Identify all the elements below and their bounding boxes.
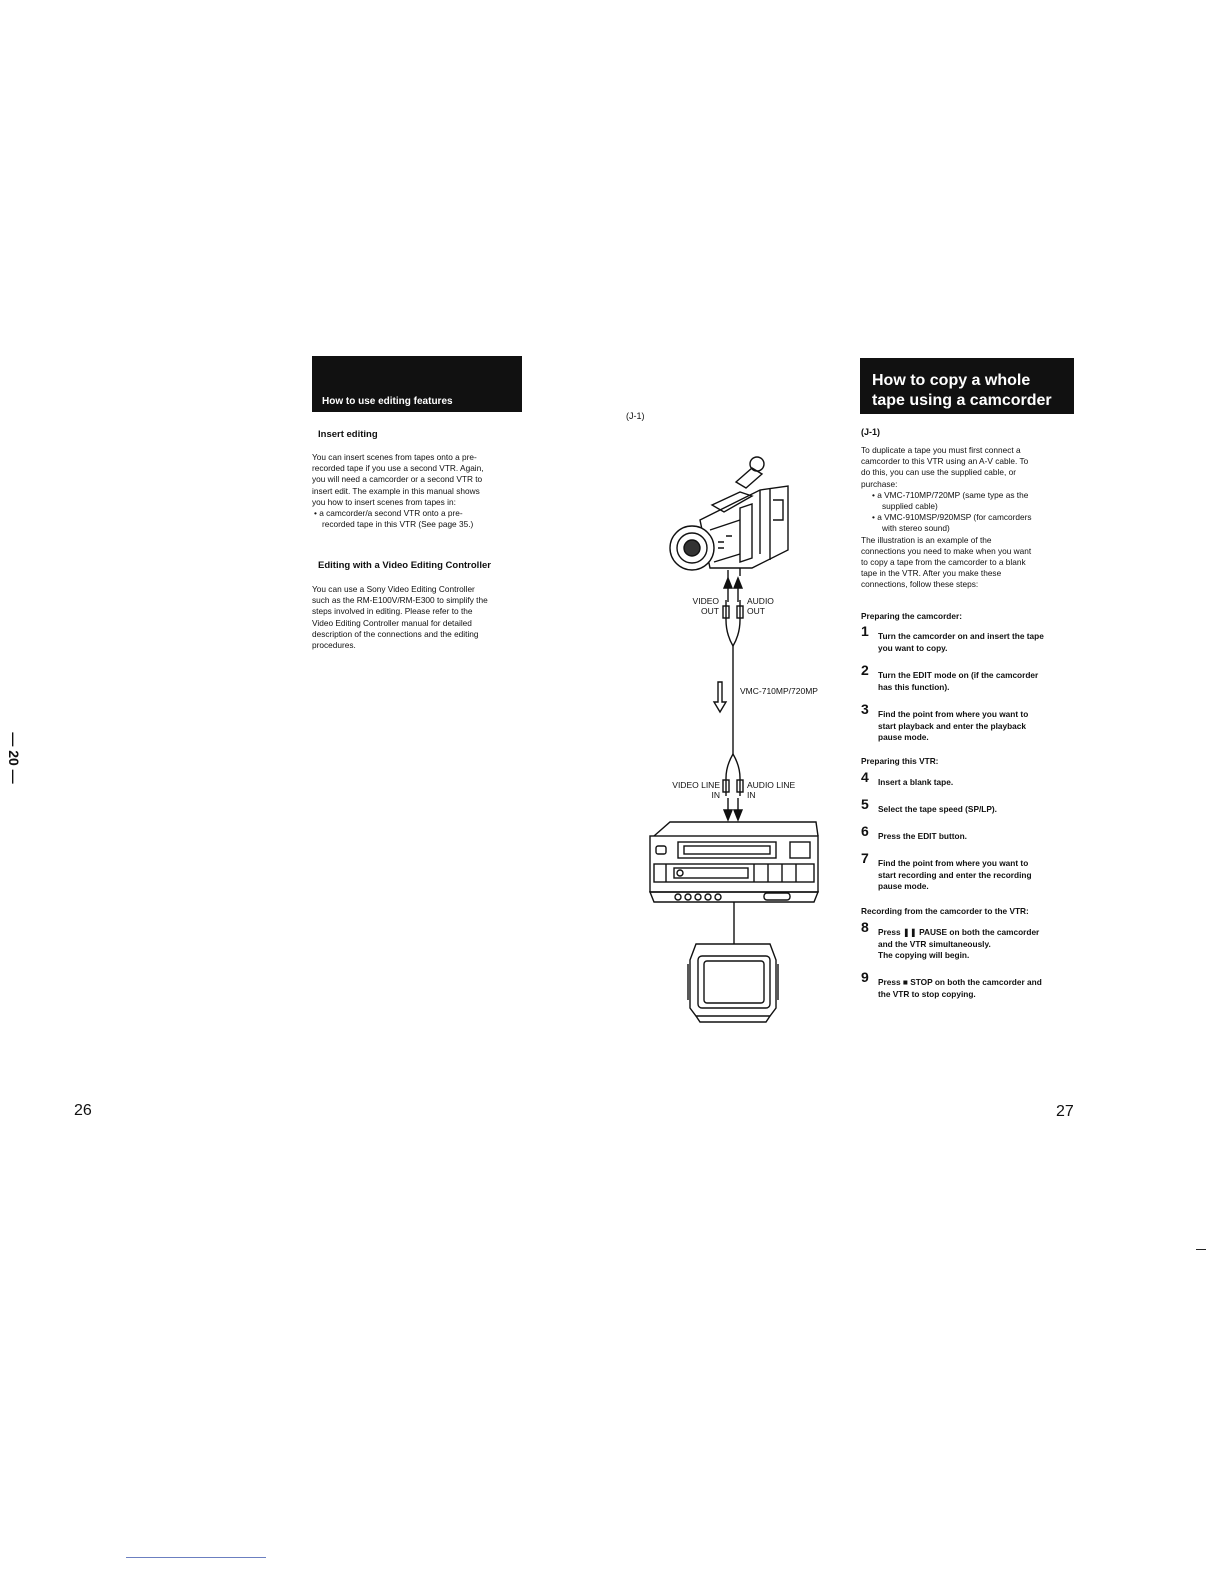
text-line: you will need a camcorder or a second VTR to — [312, 474, 483, 485]
step-text — [878, 709, 1028, 744]
text-line: recorded tape if you use a second VTR. Again, — [312, 463, 484, 474]
header-line: tape using a camcorder — [872, 392, 1052, 409]
audio-out-label — [747, 596, 774, 616]
section-header-left-text: How to use editing features — [322, 396, 453, 407]
section-recording: Recording from the camcorder to the VTR: — [861, 906, 1029, 916]
video-out-label — [692, 596, 719, 616]
controller-body — [312, 584, 522, 651]
step-3 — [861, 701, 1073, 745]
step-number: 3 — [861, 701, 869, 717]
section-header-left — [312, 356, 522, 412]
video-in-label — [664, 780, 720, 800]
margin-page-number — [0, 720, 26, 800]
tv-illustration — [688, 944, 778, 1022]
step-line: has this function). — [878, 681, 950, 692]
connection-diagram — [640, 450, 840, 1025]
text-line: connections, follow these steps: — [861, 579, 979, 590]
text-line: camcorder to this VTR using an A-V cable. To — [861, 456, 1029, 467]
text-line: do this, you can use the supplied cable, or — [861, 467, 1016, 478]
insert-editing-body — [312, 452, 522, 530]
step-line: Insert a blank tape. — [878, 777, 954, 787]
page-number-right: 27 — [1056, 1103, 1074, 1120]
text-line: insert edit. The example in this manual shows — [312, 485, 480, 496]
section-preparing-vtr: Preparing this VTR: — [861, 756, 939, 766]
step-number: 2 — [861, 662, 869, 678]
step-line: you want to copy. — [878, 642, 948, 653]
step-text — [878, 631, 1044, 654]
text-line: You can use a Sony Video Editing Controller — [312, 584, 475, 594]
bullet-line: • a camcorder/a second VTR onto a pre- — [314, 508, 463, 519]
step-text — [878, 858, 1032, 893]
bullet-line: recorded tape in this VTR (See page 35.) — [322, 519, 474, 530]
text-line: tape in the VTR. After you make these — [861, 568, 1002, 579]
step-number: 8 — [861, 919, 869, 935]
output-arrows — [724, 578, 742, 602]
page-number-left: 26 — [74, 1102, 92, 1119]
step-1 — [861, 623, 1073, 655]
step-6 — [861, 823, 1073, 845]
step-line: Find the point from where you want to — [878, 709, 1029, 719]
scan-line — [126, 1557, 266, 1558]
step-line: Press ■ STOP on both the camcorder and — [878, 977, 1042, 987]
text-line: You can insert scenes from tapes onto a pre- — [312, 452, 477, 462]
step-line: Find the point from where you want to — [878, 858, 1029, 868]
text-line: connections you need to make when you want — [861, 545, 1032, 556]
step-8 — [861, 919, 1073, 963]
text-line: steps involved in editing. Please refer to the — [312, 606, 473, 617]
text-line: The illustration is an example of the — [861, 534, 992, 545]
step-text — [878, 927, 1039, 962]
step-number: 9 — [861, 969, 869, 985]
audio-out-line1: AUDIO — [747, 596, 774, 606]
text-line: procedures. — [312, 640, 356, 651]
step-line: the VTR to stop copying. — [878, 988, 976, 999]
step-text — [878, 670, 1038, 693]
step-number: 1 — [861, 623, 869, 639]
step-line: Turn the EDIT mode on (if the camcorder — [878, 670, 1039, 680]
video-out-line1: VIDEO — [692, 596, 719, 606]
figure-reference: (J-1) — [861, 427, 881, 437]
bullet-line: • a VMC-910MSP/920MSP (for camcorders — [872, 512, 1032, 523]
text-line: purchase: — [861, 478, 898, 489]
text-line: Video Editing Controller manual for detailed — [312, 617, 472, 628]
step-line: start playback and enter the playback — [878, 720, 1027, 731]
step-text — [878, 831, 967, 843]
step-9 — [861, 969, 1073, 1001]
header-line: How to copy a whole — [872, 372, 1031, 389]
step-line: start recording and enter the recording — [878, 869, 1032, 880]
step-line: pause mode. — [878, 732, 929, 742]
step-2 — [861, 662, 1073, 694]
section-preparing-camcorder: Preparing the camcorder: — [861, 611, 962, 621]
text-line: such as the RM-E100V/RM-E300 to simplify the — [312, 595, 488, 606]
vtr-illustration — [650, 822, 818, 902]
insert-editing-title: Insert editing — [318, 429, 378, 440]
step-line: The copying will begin. — [878, 950, 970, 960]
audio-out-line2: OUT — [747, 606, 765, 616]
step-number: 4 — [861, 769, 869, 785]
step-number: 7 — [861, 850, 869, 866]
step-text — [878, 804, 997, 816]
text-line: description of the connections and the editing — [312, 628, 479, 639]
step-text — [878, 977, 1042, 1000]
step-text — [878, 777, 953, 789]
text-line: To duplicate a tape you must first connect a — [861, 445, 1021, 455]
text-line: to copy a tape from the camcorder to a blank — [861, 557, 1026, 568]
step-number: 6 — [861, 823, 869, 839]
scan-mark — [1196, 1249, 1206, 1250]
direction-arrow — [714, 682, 726, 712]
controller-title: Editing with a Video Editing Controller — [318, 560, 491, 571]
step-7 — [861, 850, 1073, 894]
step-5 — [861, 796, 1073, 818]
input-arrows — [724, 798, 742, 820]
step-line: Turn the camcorder on and insert the tape — [878, 631, 1044, 641]
section-header-right — [860, 358, 1074, 414]
step-line: Press the EDIT button. — [878, 831, 967, 841]
bullet-line: supplied cable) — [882, 501, 938, 512]
step-4 — [861, 769, 1073, 791]
step-line: pause mode. — [878, 881, 929, 891]
video-in-line2: IN — [711, 790, 720, 800]
video-out-line2: OUT — [701, 606, 719, 616]
camcorder-illustration — [670, 457, 788, 578]
intro-text — [861, 445, 1073, 591]
step-number: 5 — [861, 796, 869, 812]
text-line: you how to insert scenes from tapes in: — [312, 496, 456, 507]
output-plugs — [723, 600, 743, 646]
video-in-line1: VIDEO LINE — [672, 780, 720, 790]
margin-page-number-text: — 20 — — [6, 732, 22, 784]
step-line: and the VTR simultaneously. — [878, 938, 991, 949]
cable-model-label: VMC-710MP/720MP — [740, 686, 818, 696]
audio-in-line2: IN — [747, 790, 756, 800]
figure-label: (J-1) — [626, 411, 645, 421]
bullet-line: • a VMC-710MP/720MP (same type as the — [872, 489, 1029, 500]
input-plugs — [723, 754, 743, 796]
step-line: Press ❚❚ PAUSE on both the camcorder — [878, 927, 1040, 937]
step-line: Select the tape speed (SP/LP). — [878, 804, 997, 814]
audio-in-label — [747, 780, 795, 800]
bullet-line: with stereo sound) — [882, 523, 950, 534]
audio-in-line1: AUDIO LINE — [747, 780, 796, 790]
